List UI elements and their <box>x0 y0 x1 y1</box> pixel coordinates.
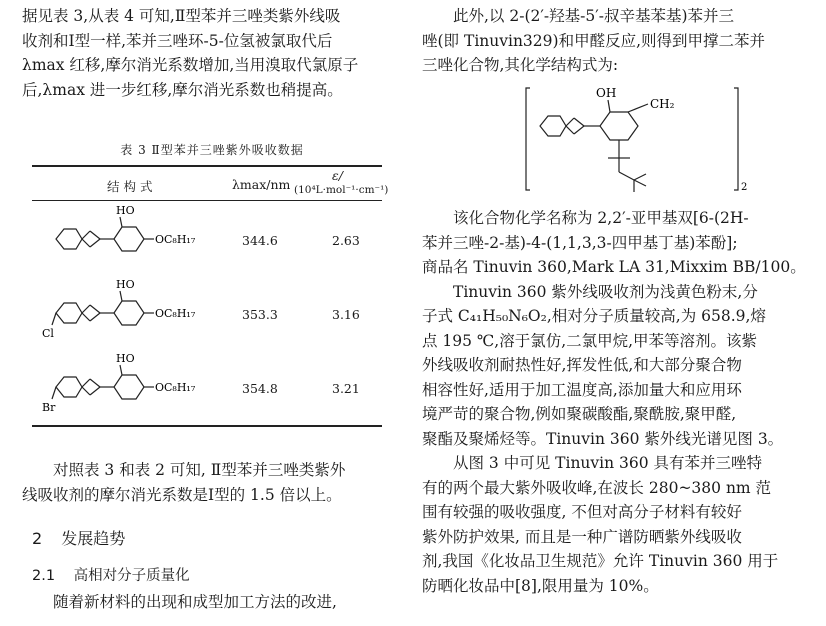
octyloxy-label: OC₈H₁₇ <box>155 307 196 320</box>
lambda-value: 354.8 <box>242 381 278 396</box>
uv-absorption-table <box>32 165 389 435</box>
epsilon-value: 3.21 <box>332 381 360 396</box>
right-body-paragraph <box>422 206 806 598</box>
text-line: 紫外防护效果, 而且是一种广谱防晒紫外线吸收 <box>422 527 742 546</box>
text-line: 随着新材料的出现和成型加工方法的改进, <box>53 593 337 611</box>
text-line: 境严苛的聚合物,例如聚碳酸酯,聚酰胺,聚甲醛, <box>422 405 737 423</box>
text-line: 线吸收剂的摩尔消光系数是Ⅰ型的 1.5 倍以上。 <box>22 485 342 504</box>
right-intro-paragraph <box>422 4 806 78</box>
subsection-heading <box>32 564 190 585</box>
text-line: 该化合物化学名称为 2,2′-亚甲基双[6-(2H- <box>453 209 749 227</box>
tinuvin-360-structure <box>522 82 772 200</box>
header-epsilon-unit: (10⁴L·mol⁻¹·cm⁻¹) <box>294 184 389 196</box>
table-caption: 表 3 Ⅱ型苯并三唑紫外吸收数据 <box>120 143 304 157</box>
text-line: 点 195 ℃,溶于氯仿,二氯甲烷,甲苯等溶剂。该紫 <box>422 331 758 350</box>
section-title: 发展趋势 <box>61 529 126 548</box>
table-top-rule <box>32 165 382 167</box>
substituent-label: Br <box>42 401 56 414</box>
left-last-paragraph <box>22 590 402 615</box>
hydroxyl-label: HO <box>116 278 135 291</box>
text-line: 外线吸收剂耐热性好,挥发性低,和大部分聚合物 <box>422 356 742 374</box>
epsilon-value: 2.63 <box>332 233 360 248</box>
text-line: 围有较强的吸收强度, 不但对高分子材料有较好 <box>422 503 742 521</box>
text-line: 对照表 3 和表 2 可知, Ⅱ型苯并三唑类紫外 <box>53 461 346 479</box>
methylene-label: CH₂ <box>650 97 675 111</box>
octyloxy-label: OC₈H₁₇ <box>155 381 196 394</box>
hydroxyl-label: HO <box>116 352 135 365</box>
hydroxyl-label: HO <box>116 204 135 217</box>
text-line: 苯并三唑-2-基)-4-(1,1,3,3-四甲基丁基)苯酚]; <box>422 233 738 252</box>
text-line: 剂,我国《化妆品卫生规范》允许 Tinuvin 360 用于 <box>422 552 779 570</box>
octyloxy-label: OC₈H₁₇ <box>155 233 196 246</box>
lambda-value: 344.6 <box>242 233 278 248</box>
text-line: 此外,以 2-(2′-羟基-5′-叔辛基苯基)苯并三 <box>453 7 735 25</box>
text-line: 聚酯及聚烯烃等。Tinuvin 360 紫外线光谱见图 3。 <box>422 429 784 448</box>
section-heading <box>32 526 125 549</box>
substituent-label: Cl <box>42 327 54 340</box>
structure-row-2 <box>42 277 232 352</box>
text-line: Tinuvin 360 紫外线吸收剂为浅黄色粉末,分 <box>453 282 758 301</box>
text-line: 相容性好,适用于加工温度高,添加量大和应用环 <box>422 380 742 399</box>
text-line: 唑(即 Tinuvin329)和甲醛反应,则得到甲撑二苯并 <box>422 31 765 50</box>
table-bottom-rule <box>32 425 382 427</box>
text-line: 后,λmax 进一步红移,摩尔消光系数也稍提高。 <box>22 80 343 99</box>
text-line: 据见表 3,从表 4 可知,Ⅱ型苯并三唑类紫外线吸 <box>22 7 341 25</box>
structure-row-1 <box>42 203 232 273</box>
repeat-count-label: 2 <box>741 182 748 193</box>
text-line: 有的两个最大紫外吸收峰,在波长 280~380 nm 范 <box>422 478 772 497</box>
left-after-table-paragraph <box>22 458 402 507</box>
epsilon-value: 3.16 <box>332 307 360 322</box>
lambda-value: 353.3 <box>242 307 278 322</box>
left-intro-paragraph <box>22 4 402 102</box>
hydroxyl-label: OH <box>596 86 617 100</box>
header-structure: 结 构 式 <box>107 179 153 194</box>
text-line: 防晒化妆品中[8],限用量为 10%。 <box>422 576 659 595</box>
header-lambda: λmax/nm <box>232 177 291 192</box>
structure-row-3 <box>42 351 232 426</box>
text-line: 子式 C₄₁H₅₀N₆O₂,相对分子质量较高,为 658.9,熔 <box>422 307 766 325</box>
text-line: λmax 红移,摩尔消光系数增加,当用溴取代氯原子 <box>22 56 359 74</box>
text-line: 从图 3 中可见 Tinuvin 360 具有苯并三唑特 <box>453 454 763 472</box>
subsection-number: 2.1 <box>32 568 56 584</box>
text-line: 收剂和Ⅰ型一样,苯并三唑环-5-位氢被氯取代后 <box>22 31 333 50</box>
section-number: 2 <box>32 529 43 548</box>
table-header-rule <box>32 200 382 201</box>
header-epsilon: ε/ <box>332 168 343 183</box>
text-line: 三唑化合物,其化学结构式为: <box>422 56 619 74</box>
text-line: 商品名 Tinuvin 360,Mark LA 31,Mixxim BB/100。 <box>422 258 806 276</box>
subsection-title: 高相对分子质量化 <box>73 568 190 584</box>
